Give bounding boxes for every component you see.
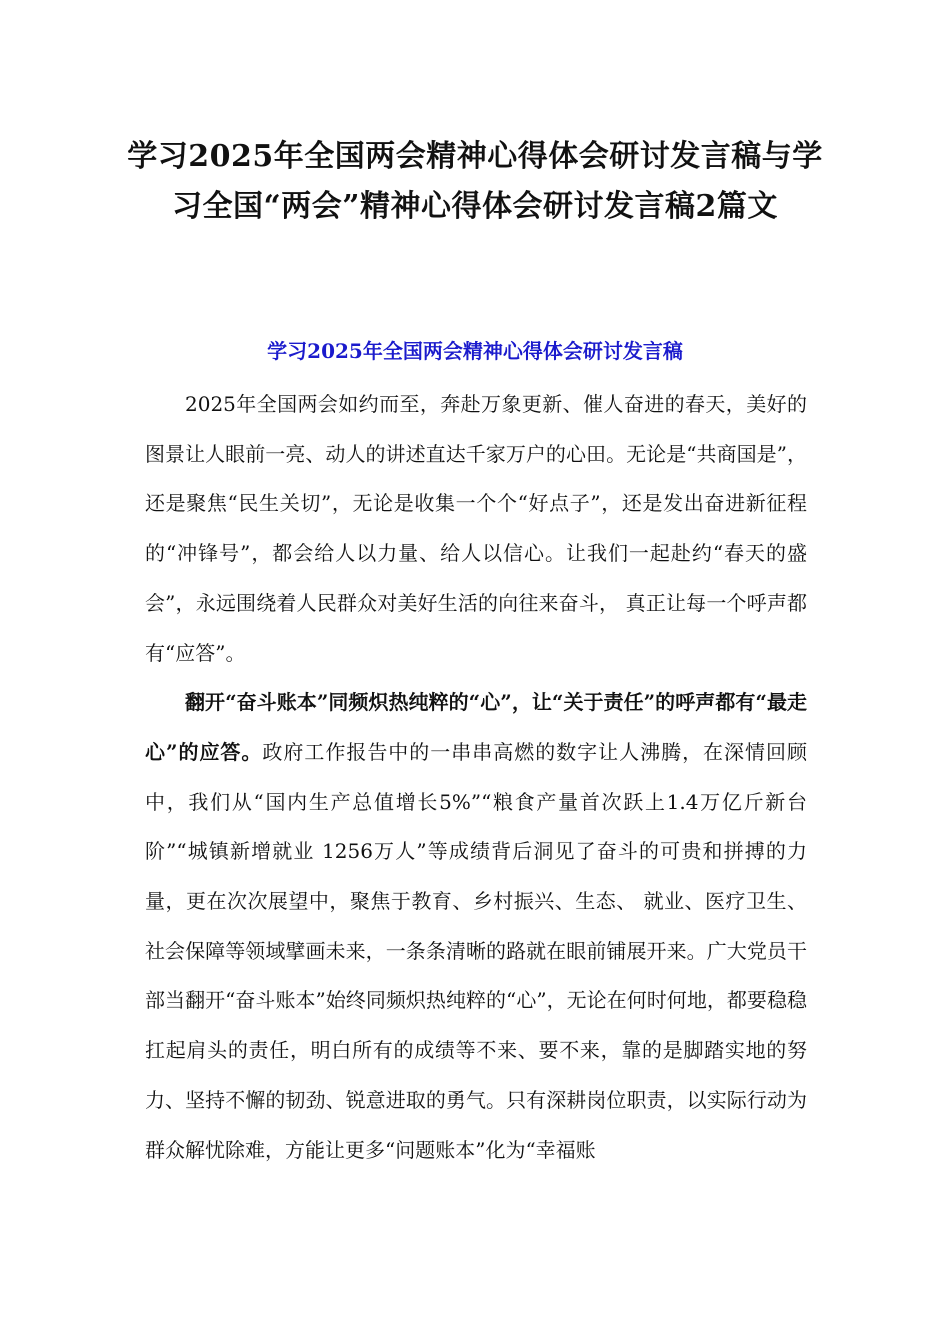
paragraph-2-lead: 翻开“奋斗账本”同频炽热纯粹的“心”，让“关于责任”的呼声都有“最走心”的应答。 bbox=[145, 690, 807, 764]
document-body bbox=[145, 380, 807, 1175]
paragraph-2-body: 政府工作报告中的一串串高燃的数字让人沸腾，在深情回顾中，我们从“国内生产总值增长5%”“粮食产量首次跃上1.4万亿斤新台阶”“城镇新增就业 1256万人”等成绩背后洞见了奋斗的可贵和拼搏的力量，更在次次展望中，聚焦于教育、乡村振兴、生态、 就业、医疗卫生、社会保障等领域擘画未来，一条条清晰的路就在眼前铺展开来。广大党员干部当翻开“奋斗账本”始终同频炽热纯粹的“心”，无论在何时何地，都要稳稳扛起肩头的责任，明白所有的成绩等不来、要不来，靠的是脚踏实地的努力、坚持不懈的韧劲、锐意进取的勇气。只有深耕岗位职责，以实际行动为群众解忧除难，方能让更多“问题账本”化为“幸福账 bbox=[145, 739, 807, 1162]
document-title-line-2: 习全国“两会”精神心得体会研讨发言稿2篇文 bbox=[172, 189, 778, 224]
section-title: 学习2025年全国两会精神心得体会研讨发言稿 bbox=[267, 339, 683, 363]
paragraph-1: 2025年全国两会如约而至，奔赴万象更新、催人奋进的春天，美好的图景让人眼前一亮、动人的讲述直达千家万户的心田。无论是“共商国是”，还是聚焦“民生关切”，无论是收集一个个“好点子”，还是发出奋进新征程的“冲锋号”，都会给人以力量、给人以信心。让我们一起赴约“春天的盛会”，永远围绕着人民群众对美好生活的向往来奋斗， 真正让每一个呼声都有“应答”。 bbox=[145, 392, 807, 665]
paragraph-2 bbox=[145, 678, 807, 1175]
document-title-line-1: 学习2025年全国两会精神心得体会研讨发言稿与学 bbox=[127, 139, 823, 174]
document-title bbox=[120, 132, 830, 232]
